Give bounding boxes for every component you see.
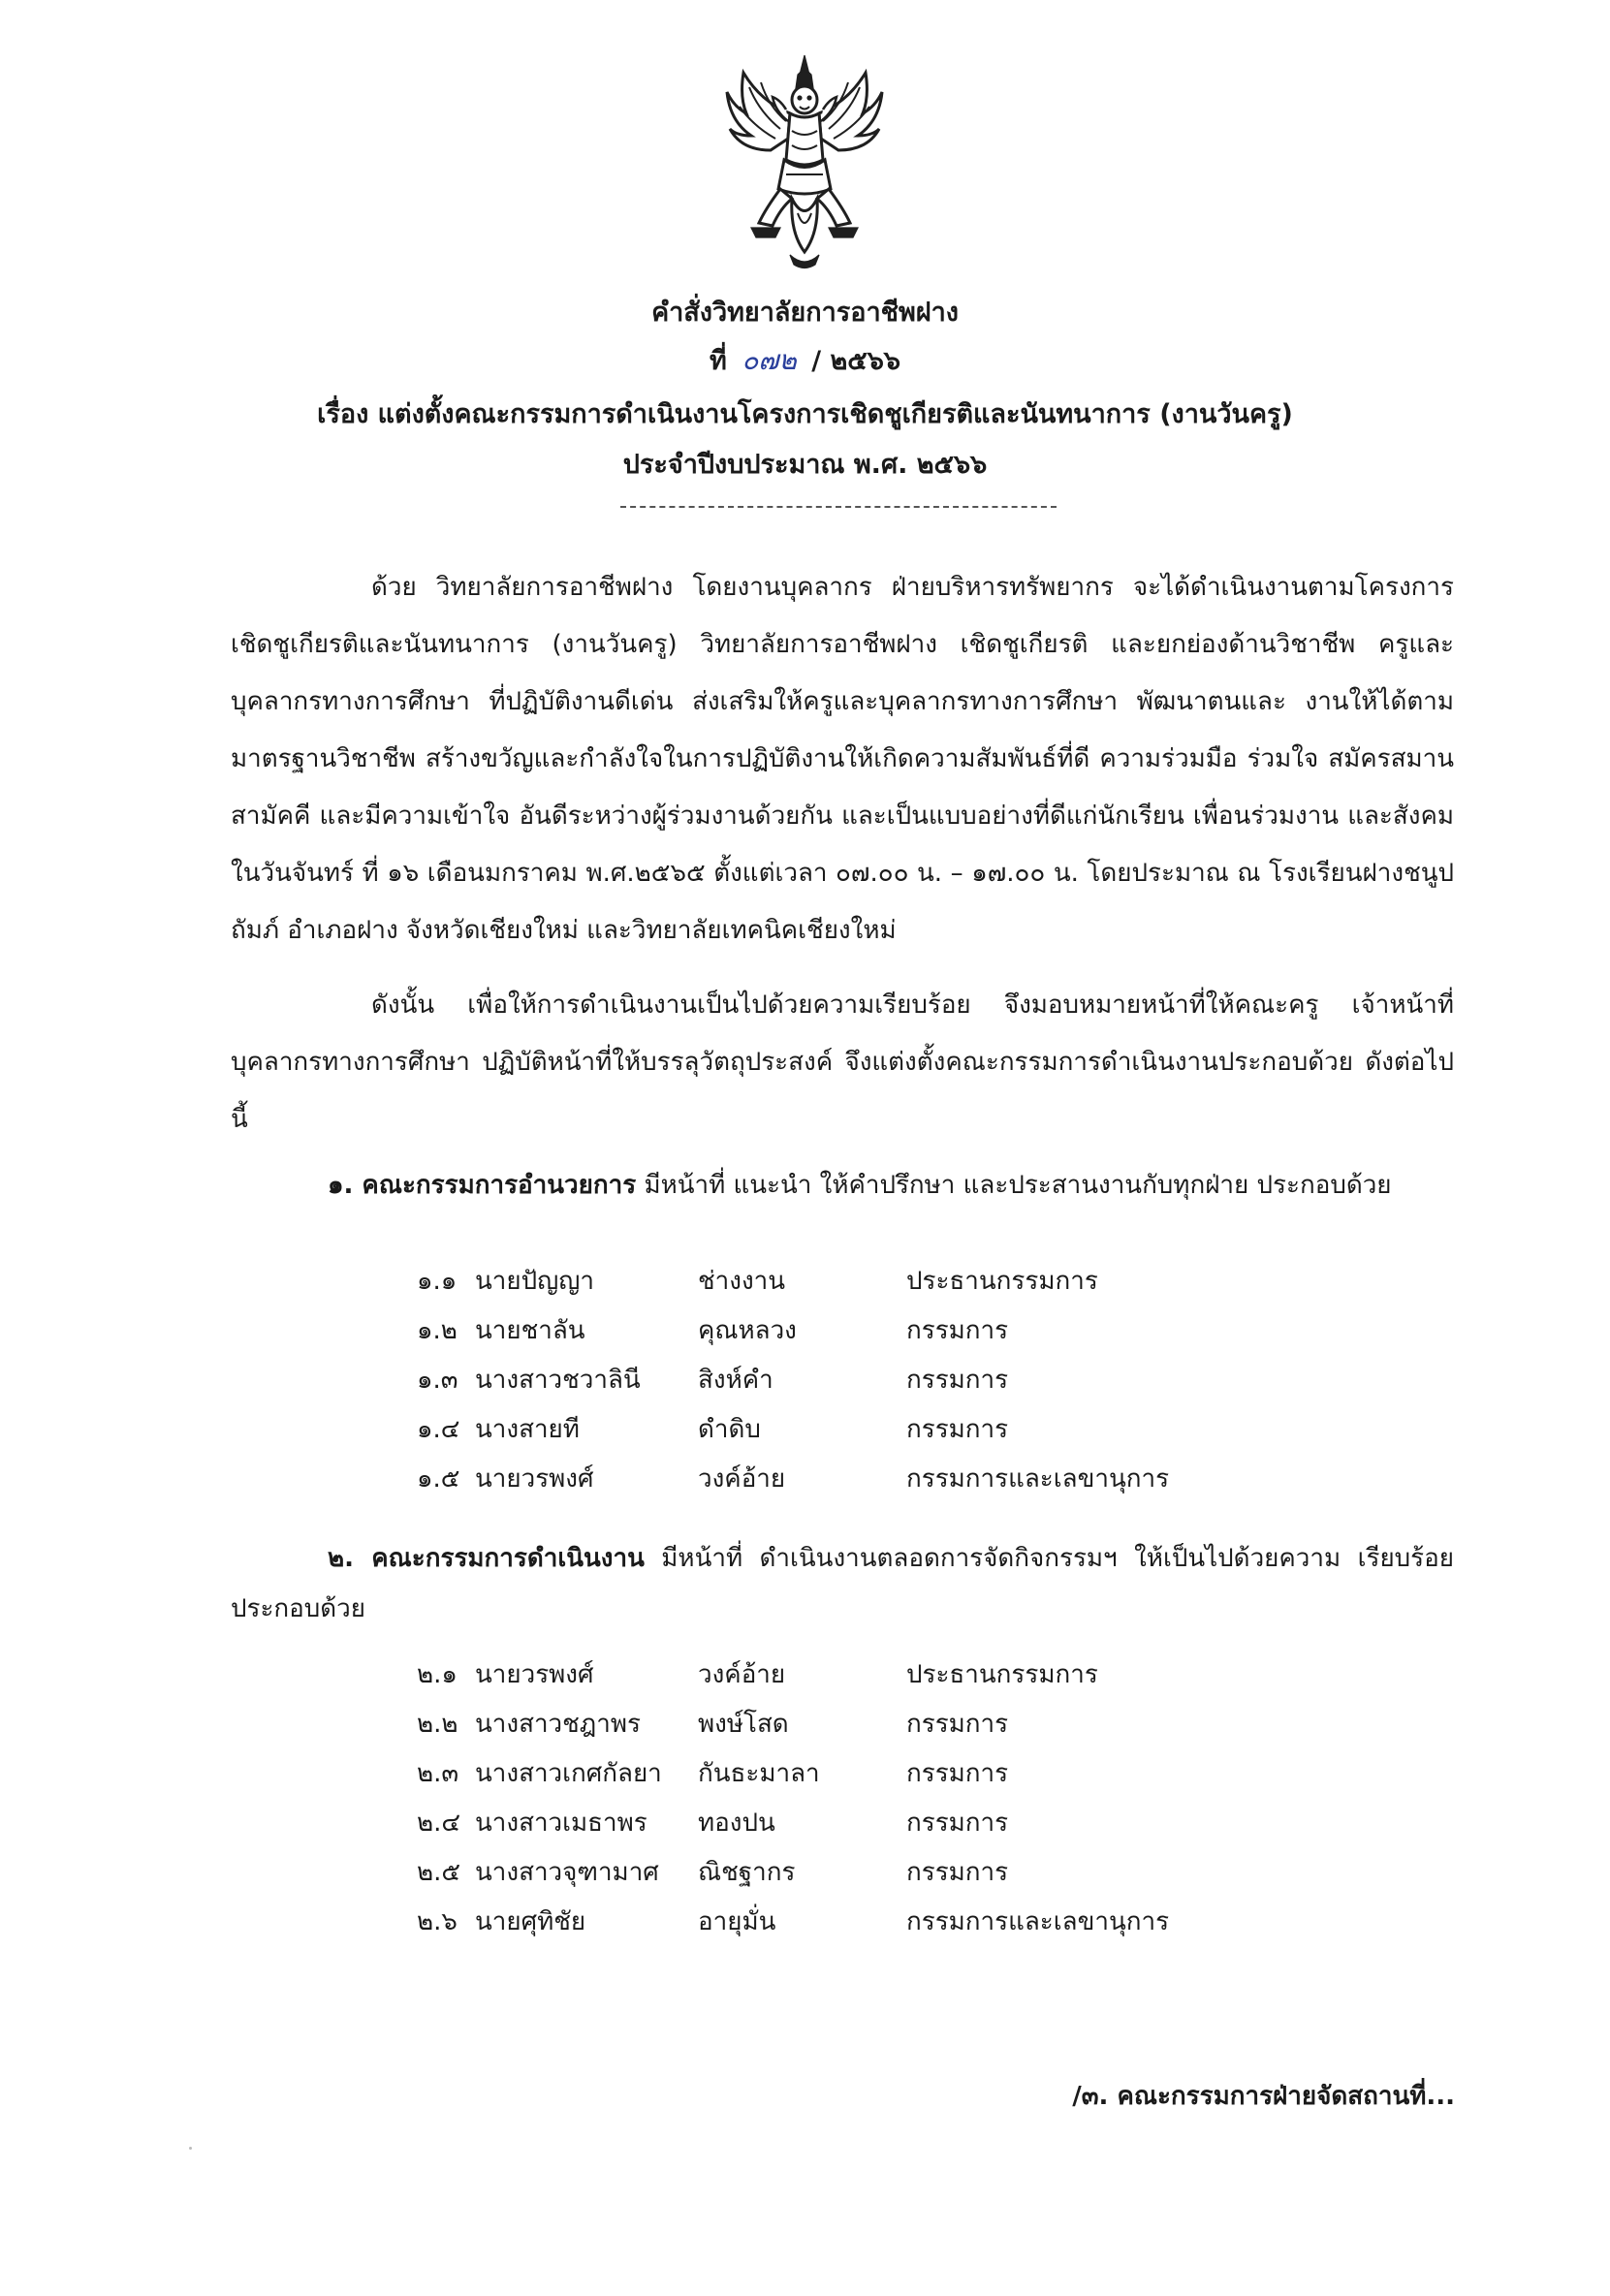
- member-name: นายวรพงศ์: [475, 1660, 594, 1689]
- member-role: กรรมการ: [906, 1808, 1009, 1838]
- member-no: ๒.๖: [417, 1907, 458, 1936]
- member-name: นายวรพงศ์: [475, 1464, 594, 1494]
- member-role: กรรมการ: [906, 1858, 1009, 1887]
- member-name: นางสาวเกศกัลยา: [475, 1759, 662, 1788]
- member-no: ๑.๒: [417, 1316, 458, 1345]
- member-no: ๑.๓: [417, 1366, 458, 1395]
- continuation-note: /๓. คณะกรรมการฝ่ายจัดสถานที่...: [1072, 2082, 1455, 2111]
- paragraph-1-text: ด้วย วิทยาลัยการอาชีพฝาง โดยงานบุคลากร ฝ่ายบริหารทรัพยากร จะได้ดำเนินงานตามโครงการ เชิดชูเกียรติและนันทนาการ (งานวันครู) วิทยาลัยการอาชีพฝาง เชิดชูเกียรติ และยกย่องด้านวิชาชีพ ครูและบุคลากรทางการศึกษา ที่ปฏิบัติงานดีเด่น ส่งเสริมให้ครูและบุคลากรทางการศึกษา พัฒนาตนและ งานให้ได้ตามมาตรฐานวิชาชีพ สร้างขวัญและกำลังใจในการปฏิบัติงานให้เกิดความสัมพันธ์ที่ดี ความร่วมมือ ร่วมใจ สมัครสมานสามัคคี และมีความเข้าใจ อันดีระหว่างผู้ร่วมงานด้วยกัน และเป็นแบบอย่างที่ดีแก่นักเรียน เพื่อนร่วมงาน และสังคม ในวันจันทร์ ที่ ๑๖ เดือนมกราคม พ.ศ.๒๕๖๕ ตั้งแต่เวลา ๐๗.๐๐ น. – ๑๗.๐๐ น. โดยประมาณ ณ โรงเรียนฝางชนูปถัมภ์ อำเภอฝาง จังหวัดเชียงใหม่ และวิทยาลัยเทคนิคเชียงใหม่: [231, 573, 1454, 945]
- member-surname: กันธะมาลา: [698, 1759, 820, 1788]
- header-divider: [620, 506, 1057, 508]
- scan-speck: [189, 2147, 192, 2150]
- member-no: ๒.๔: [417, 1808, 461, 1838]
- member-role: ประธานกรรมการ: [906, 1660, 1098, 1689]
- paragraph-2-text: ดังนั้น เพื่อให้การดำเนินงานเป็นไปด้วยความเรียบร้อย จึงมอบหมายหน้าที่ให้คณะครู เจ้าหน้าที่ บุคลากรทางการศึกษา ปฏิบัติหน้าที่ให้บรรลุวัตถุประสงค์ จึงแต่งตั้งคณะกรรมการดำเนินงานประกอบด้วย ดังต่อไปนี้: [231, 991, 1454, 1134]
- order-number-suffix: / ๒๕๖๖: [811, 346, 900, 376]
- member-name: นายปัญญา: [475, 1267, 595, 1296]
- order-number-prefix: ที่: [709, 346, 727, 376]
- member-surname: คุณหลวง: [698, 1316, 797, 1345]
- member-surname: พงษ์โสด: [698, 1710, 789, 1739]
- member-name: นางสายที: [475, 1415, 580, 1444]
- member-role: กรรมการและเลขานุการ: [906, 1464, 1170, 1494]
- committee-2-heading: [231, 1533, 1454, 1634]
- committee-1-title: ๑. คณะกรรมการอำนวยการ: [328, 1171, 637, 1200]
- member-role: กรรมการ: [906, 1415, 1009, 1444]
- member-no: ๒.๕: [417, 1858, 461, 1887]
- member-role: กรรมการและเลขานุการ: [906, 1907, 1170, 1936]
- order-fiscal-year: ประจำปีงบประมาณ พ.ศ. ๒๕๖๖: [622, 450, 988, 480]
- member-surname: ทองปน: [698, 1808, 775, 1838]
- member-name: นางสาวจุฑามาศ: [475, 1858, 659, 1887]
- member-role: ประธานกรรมการ: [906, 1267, 1098, 1296]
- member-no: ๒.๑: [417, 1660, 458, 1689]
- member-surname: สิงห์คำ: [698, 1366, 773, 1395]
- committee-2-duty: มีหน้าที่ ดำเนินงานตลอดการจัดกิจกรรมฯ ให้เป็นไปด้วยความ เรียบร้อย ประกอบด้วย: [231, 1544, 1454, 1623]
- garuda-emblem-icon: [722, 53, 887, 271]
- member-no: ๑.๕: [417, 1464, 460, 1494]
- member-role: กรรมการ: [906, 1316, 1009, 1345]
- member-surname: ช่างงาน: [698, 1267, 786, 1296]
- member-role: กรรมการ: [906, 1710, 1009, 1739]
- member-name: นางสาวชวาลินี: [475, 1366, 641, 1395]
- member-surname: ณิชฐากร: [698, 1858, 796, 1887]
- body-paragraph-2: [231, 977, 1454, 1148]
- committee-1-duty: มีหน้าที่ แนะนำ ให้คำปรึกษา และประสานงานกับทุกฝ่าย ประกอบด้วย: [644, 1171, 1392, 1200]
- committee-1-heading: [231, 1160, 1454, 1211]
- member-surname: อายุมั่น: [698, 1907, 776, 1936]
- member-no: ๑.๑: [417, 1267, 458, 1296]
- body-paragraph-1: [231, 559, 1454, 959]
- member-name: นางสาวชฎาพร: [475, 1710, 641, 1739]
- member-role: กรรมการ: [906, 1759, 1009, 1788]
- order-title: คำสั่งวิทยาลัยการอาชีพฝาง: [651, 298, 959, 328]
- order-subject: เรื่อง แต่งตั้งคณะกรรมการดำเนินงานโครงการเชิดชูเกียรติและนันทนาการ (งานวันครู): [317, 399, 1293, 429]
- member-no: ๑.๔: [417, 1415, 460, 1444]
- order-number-handwritten: ๐๗๒: [742, 344, 797, 376]
- committee-2-title: ๒. คณะกรรมการดำเนินงาน: [328, 1544, 645, 1573]
- member-no: ๒.๒: [417, 1710, 458, 1739]
- member-name: นายชาลัน: [475, 1316, 585, 1345]
- member-surname: ดำดิบ: [698, 1415, 761, 1444]
- member-name: นางสาวเมธาพร: [475, 1808, 647, 1838]
- order-number: [0, 339, 1610, 382]
- member-no: ๒.๓: [417, 1759, 459, 1788]
- member-name: นายศุทิชัย: [475, 1907, 586, 1936]
- member-surname: วงค์อ้าย: [698, 1464, 786, 1494]
- member-role: กรรมการ: [906, 1366, 1009, 1395]
- member-surname: วงค์อ้าย: [698, 1660, 786, 1689]
